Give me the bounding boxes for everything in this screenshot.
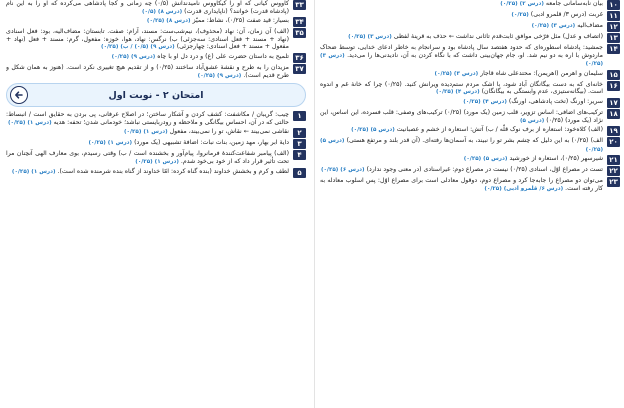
column-divider xyxy=(314,0,315,408)
answer-item xyxy=(320,44,620,69)
answer-body: خانه‌ای که به دست بیگانگان آباد شود، با اشک مردم ستم‌دیده ویرانش کنید. (۰/۲۵) چرا که خانهٔ غم و اندوه است. (بیگانه‌ستیزی، عدم وابستگی به بیگانگان) xyxy=(320,80,604,96)
answer-number: ۲۳ xyxy=(607,177,620,187)
lesson-reference: (درس ۹) (۰/۵) / ب) (۰/۲۵) xyxy=(101,44,175,51)
answer-text xyxy=(320,137,603,154)
answer-item xyxy=(320,126,620,136)
lesson-reference: (درس ۱) (۰/۲۵) xyxy=(11,168,56,175)
answer-body: الف) (۰/۲۵) به این دلیل که چشم بشر تو را نبیند، به آسمان‌ها رفته‌ای. (آن قدر بلند و مرتفع هستی) xyxy=(346,137,604,145)
lesson-reference: (درس ۶) (۰/۲۵) xyxy=(320,167,365,174)
answer-body: (الف) پیامبر شفاعت‌کنندهٔ فرمانروا، پیام‌آور و بخشنده است / ب) وقتی رسیدم، بوی معارف الهی آنچنان مرا تحت تأثیر قرار داد که از خود بی‌خود شدم. xyxy=(6,150,289,165)
answer-body: دایهٔ ابر بهار، مهد زمین، بنات نبات: اضافهٔ تشبیهی (یک مورد) xyxy=(134,139,289,147)
lesson-reference: (درس ۶/ قلمرو ادبی) (۰/۲۵) xyxy=(484,185,564,192)
lesson-reference: (درس ۴) (۰/۲۵) xyxy=(435,89,480,96)
arrow-left-icon-svg xyxy=(14,90,24,100)
lesson-reference: (درس ۳) (۰/۲۵) xyxy=(320,52,603,68)
answer-text xyxy=(320,0,603,9)
answer-number: ۳۴ xyxy=(293,17,306,27)
answer-number: ۱۴ xyxy=(607,44,620,54)
answer-item xyxy=(6,53,306,63)
answer-body: کاووس کیانی که او را کیکاووس نامیدندانش (۰/۵) چه زمانی و کجا پادشاهی می‌کرده که او را به این نام (پادشاه قدرت) خوانند؟ (ناپایداری قدرت) xyxy=(6,0,289,15)
answer-text xyxy=(320,177,603,193)
answer-text xyxy=(6,53,289,62)
answer-item xyxy=(6,28,306,52)
answer-text xyxy=(6,168,289,177)
lesson-reference: (درس ۹) (۰/۲۵) xyxy=(197,72,242,79)
answer-text xyxy=(320,11,603,20)
answer-item xyxy=(320,22,620,32)
answer-body: ترکیب‌های اضافی: اساس تزویر، قلب زمین (یک مورد) (۰/۲۵) ترکیب‌های وصفی: قلب فسرده، این اساس، این نژاد (یک مورد) (۰/۲۵) xyxy=(320,108,603,124)
answer-item xyxy=(6,64,306,80)
answer-item xyxy=(320,166,620,176)
answer-text xyxy=(320,44,603,69)
answer-text xyxy=(320,33,603,42)
answer-number: ۱۶ xyxy=(607,81,620,91)
answer-item xyxy=(320,0,620,10)
exam-banner xyxy=(6,83,306,107)
answer-body: (اتصاف و عدل) مثل فرّخی موافق ثابت‌قدم تاثانی نداشت ← حذف به قرینهٔ لفظی xyxy=(393,33,603,40)
answer-number: ۳۶ xyxy=(293,53,306,63)
answer-number: ۱۱ xyxy=(607,11,620,21)
exam-title: امتحان ۲ - نوبت اول xyxy=(108,89,204,101)
answer-body: لطف و کرم و بخشش خداوند (بنده گناه کرده: امّا خداوند از گناه بنده شرمنده شده است). xyxy=(57,167,289,175)
answer-body: شیرسهر (۰/۲۵)، استعاره از خورشید xyxy=(509,155,603,163)
lesson-reference: (درس ۳) (۰/۲۵) xyxy=(434,70,479,77)
answer-number: ۳۷ xyxy=(293,64,306,74)
answer-item xyxy=(6,150,306,166)
answer-number: ۲۲ xyxy=(607,166,620,176)
answer-body: می‌توان دو مصراع را جابه‌جا کرد و مصراع دوم، دوقول معادلی است برای مصراع اوّل: پس اسلوب معادله به کار رفته است. xyxy=(320,177,603,192)
answer-item xyxy=(320,155,620,165)
answer-item xyxy=(6,17,306,27)
answer-item xyxy=(6,128,306,138)
left-items-top xyxy=(6,0,306,80)
answer-number: ۲۱ xyxy=(607,155,620,165)
answer-item xyxy=(6,0,306,16)
lesson-reference: (درس ۴) (۰/۲۵) xyxy=(463,98,507,105)
answer-text xyxy=(320,81,603,97)
answer-text xyxy=(6,111,289,127)
answer-body: مضاف‌الیه xyxy=(577,22,603,29)
answer-number: ۱۹ xyxy=(607,126,620,136)
left-items-bottom xyxy=(6,111,306,177)
lesson-reference: (درس ۵) xyxy=(519,117,545,124)
answer-text xyxy=(6,0,289,16)
answer-text xyxy=(6,17,289,26)
answer-text xyxy=(320,98,603,107)
answer-item xyxy=(320,33,620,43)
lesson-reference: (درس ۱) (۰/۲۵) xyxy=(7,119,52,126)
answer-item xyxy=(6,168,306,178)
answer-item xyxy=(6,111,306,127)
answer-text xyxy=(320,109,603,125)
answer-text xyxy=(320,166,603,175)
answer-body: غربت (درس ۳/ قلمرو ادبی) xyxy=(530,11,603,18)
answer-item xyxy=(320,98,620,108)
answer-number: ۳۳ xyxy=(293,0,306,10)
lesson-reference: (درس ۸) (۰/۵) xyxy=(141,8,183,15)
answer-body: سلیمان و اهرمن (اهریمن): محتدعلی شاه قاجار xyxy=(480,69,603,77)
lesson-reference: (درس ۳) (۰/۲۵) xyxy=(348,34,392,40)
answer-body: بسیار: قید صفت (۰/۲۵)، نشاط: ممیّز xyxy=(192,17,289,25)
answer-number: ۳۵ xyxy=(293,28,306,38)
answer-item xyxy=(320,109,620,125)
lesson-reference: (درس ۱) (۰/۲۵) xyxy=(123,129,168,136)
answer-body: بیان نابه‌سامانی جامعه xyxy=(545,0,603,7)
answer-text xyxy=(6,139,289,148)
lesson-reference: (درس ۳) (۰/۲۵) xyxy=(531,23,576,29)
answer-number: ۱۸ xyxy=(607,109,620,119)
lesson-reference: (درس ۸) (۰/۲۵) xyxy=(146,18,191,25)
answer-item xyxy=(320,177,620,193)
answer-item xyxy=(320,81,620,97)
answer-number: ۱۷ xyxy=(607,98,620,108)
answer-number: ۲ xyxy=(293,128,306,138)
answer-text xyxy=(6,128,289,137)
answer-body: تست در مصراع اوّل، اسنادی (۰/۲۵) نیست در مصراع دوم: غیراسنادی (در معنی وجود ندارد) xyxy=(366,166,603,174)
answer-text xyxy=(320,22,603,31)
answer-item xyxy=(320,137,620,154)
arrow-left-icon[interactable] xyxy=(10,86,28,104)
answer-body: مزیدان را به طرح و نقشهٔ عشق‌آباد ساختند (۰/۲۵) و از تقدیم هیچ تغییری نکرد است. (هنوز به همان شکل و طرح قدیم است). xyxy=(6,63,289,79)
lesson-reference: (۰/۲۵) xyxy=(511,12,529,18)
lesson-reference: (درس ۵) (۰/۲۵) xyxy=(463,156,508,163)
right-column xyxy=(320,0,620,408)
answer-body: چیب: گریبان / مکاشفت: کشف کردن و آشکار ساختن؛ در اصلاح عرفانی، پی بردن به حقایق است / انبساط: حالتی که در آن، احساس بیگانگی و ملاحظه و رودربایستی نباشد؛ خودمانی شدن؛ تحفه: هدیه xyxy=(6,111,289,126)
answer-number: ۴ xyxy=(293,150,306,160)
lesson-reference: (درس ۵) (۰/۲۵) xyxy=(351,127,395,134)
answer-number: ۵ xyxy=(293,168,306,178)
lesson-reference: (درس ۵) (۰/۲۵) xyxy=(320,138,603,153)
answer-text xyxy=(320,155,603,164)
answer-body: تلمیح به داستان حضرت علی (ع) و درد دل او با چاه xyxy=(157,52,289,60)
lesson-reference: (درس ۱) (۰/۲۵) xyxy=(135,158,179,165)
lesson-reference: (درس ۹) (۰/۲۵) xyxy=(111,53,156,60)
answer-body: (الف) کلاه‌خود: استعاره از برف نوک قلّه / ب) آتش: استعاره از خشم و عصبانیت xyxy=(396,126,603,134)
left-column xyxy=(6,0,306,408)
answer-number: ۱۳ xyxy=(607,33,620,43)
answer-text xyxy=(6,64,289,80)
lesson-reference: (درس ۱) (۰/۲۵) xyxy=(88,140,133,147)
answer-item xyxy=(6,139,306,149)
answer-number: ۱۰ xyxy=(607,0,620,10)
answer-body: جمشید: پادشاه اسطوره‌ای که حدود هفتصد سال پادشاه بود و سرانجام به خاطر ادعای خدایی، توسط ضحاک ماردوش با اره به دو نیم شد. او، جام جهان‌بینی داشت که با نگاه کردن به آن، نادیدنی‌ها را می‌دید. xyxy=(320,44,603,59)
answer-number: ۲۰ xyxy=(607,137,620,147)
answer-body: (الف) آن زمان، آن: نهاد (محذوف)، نیم‌شب‌ست: مسند، آرام: صفت. تابستان: مضاف‌الیه، بود: فعل اسنادی (نهاد + مسند + فعل اسنادی: سه‌جزئی) ب) نرگس: نهاد، هوا، خوزه: مفعول، گرم: مسند + فعل (نهاد + مفعول + مسند + فعل اسنادی: چهارجزئی) xyxy=(6,28,289,51)
answer-item xyxy=(320,70,620,80)
answer-number: ۳ xyxy=(293,139,306,149)
answer-text xyxy=(320,126,603,135)
answer-text xyxy=(6,28,289,52)
answer-item xyxy=(320,11,620,21)
answer-number: ۱ xyxy=(293,111,306,121)
answer-body: سریر: اورنگ (تخت پادشاهی، اورنگ) xyxy=(508,97,603,105)
answer-text xyxy=(6,150,289,166)
answer-number: ۱۵ xyxy=(607,70,620,80)
answer-text xyxy=(320,70,603,79)
answer-body: نقاشی نمی‌بیند ← نقاش، تو را نمی‌بیند، مفعول xyxy=(169,128,289,136)
answer-number: ۱۲ xyxy=(607,22,620,32)
lesson-reference: (درس ۲) (۰/۲۵) xyxy=(500,1,544,7)
